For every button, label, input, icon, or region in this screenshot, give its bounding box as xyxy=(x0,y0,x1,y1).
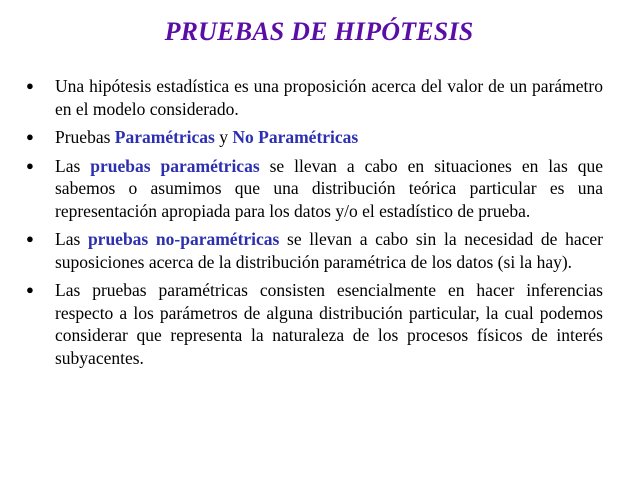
bullet-text: Una hipótesis estadística es una proposición acerca del valor de un parámetro en el modelo considerado. xyxy=(55,76,603,119)
bullet-item-inference xyxy=(26,279,603,369)
bullet-item-nonparametric xyxy=(26,228,603,273)
bullet-item-test-types xyxy=(26,126,603,149)
highlight-nonparametric-tests: pruebas no-paramétricas xyxy=(87,229,280,249)
highlight-parametric: Paramétricas xyxy=(114,127,215,147)
highlight-parametric-tests: pruebas paramétricas xyxy=(90,155,260,176)
bullet-dot-icon: ● xyxy=(26,78,34,93)
bullet-dot-icon: ● xyxy=(26,282,34,297)
bullet-text: Las xyxy=(55,229,88,249)
bullet-text: y xyxy=(214,127,233,147)
bullet-text: se llevan a cabo en situaciones en las que sabemos o asumimos que una distribución teórica particular es una representación apropiada para los datos y/o el estadístico de prueba. xyxy=(55,155,603,221)
bullet-text: Pruebas xyxy=(55,127,115,147)
bullet-list xyxy=(26,75,603,375)
bullet-text: Las pruebas paramétricas consisten esencialmente en hacer inferencias respecto a los parámetros de alguna distribución particular, la cual podemos considerar que representa la naturaleza de los procesos físicos de interés subyacentes. xyxy=(55,280,603,368)
bullet-dot-icon: ● xyxy=(26,157,34,173)
bullet-text: se llevan a cabo sin la necesidad de hacer suposiciones acerca de la distribución paramétrica de los datos (si la hay). xyxy=(55,229,603,272)
bullet-dot-icon: ● xyxy=(26,231,34,246)
slide-title: PRUEBAS DE HIPÓTESIS xyxy=(164,17,474,46)
highlight-nonparametric: No Paramétricas xyxy=(232,127,359,147)
bullet-dot-icon: ● xyxy=(26,129,34,144)
bullet-item-parametric xyxy=(26,155,603,223)
bullet-text: Las xyxy=(55,155,91,176)
bullet-item-definition xyxy=(26,75,603,120)
